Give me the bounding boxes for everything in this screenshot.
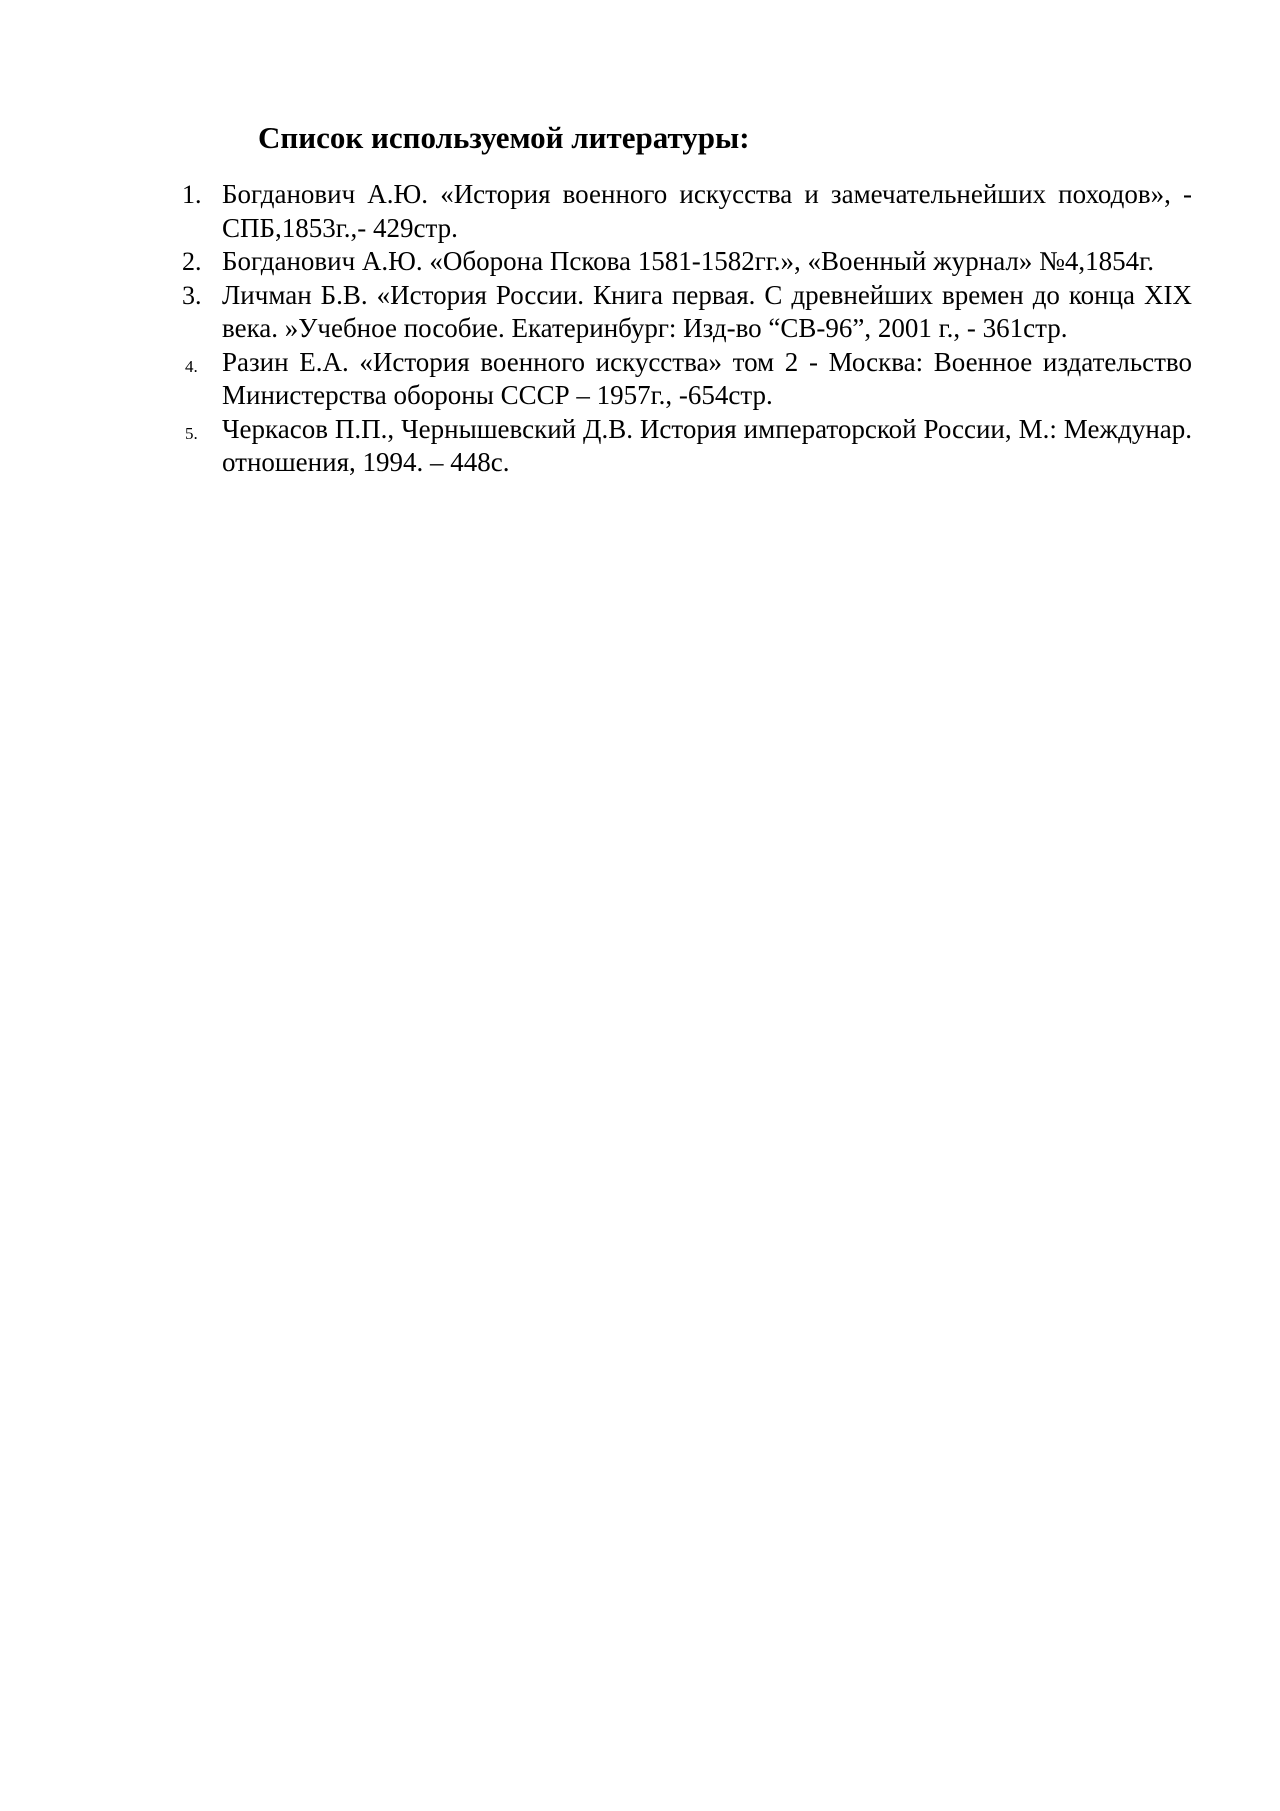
entry-text: Черкасов П.П., Чернышевский Д.В. История императорской России, М.: Междунар. отношения, 1994. – 448с. <box>222 413 1192 477</box>
bibliography-entry <box>182 279 1192 346</box>
entry-number: 3. <box>182 280 202 310</box>
bibliography-list <box>182 178 1192 480</box>
bibliography-entry <box>182 413 1192 480</box>
entry-text: Богданович А.Ю. «История военного искусства и замечательнейших походов», - СПБ,1853г.,- 429стр. <box>222 179 1192 243</box>
entry-number: 1. <box>182 180 202 209</box>
entry-text: Богданович А.Ю. «Оборона Пскова 1581-1582гг.», «Военный журнал» №4,1854г. <box>222 246 1154 276</box>
entry-text: Разин Е.А. «История военного искусства» том 2 - Москва: Военное издательство Министерства обороны СССР – 1957г., -654стр. <box>222 346 1192 410</box>
entry-number: 4. <box>185 356 198 376</box>
bibliography-entry <box>182 178 1192 245</box>
entry-text: Личман Б.В. «История России. Книга первая. С древнейших времен до конца XIX века. »Учебное пособие. Екатеринбург: Изд-во “СВ-96”, 2001 г., - 361стр. <box>222 279 1192 343</box>
bibliography-entry <box>182 346 1192 413</box>
page-title: Список используемой литературы: <box>258 120 750 155</box>
bibliography-entry <box>182 245 1192 279</box>
entry-number: 5. <box>185 423 198 443</box>
entry-number: 2. <box>182 247 202 276</box>
